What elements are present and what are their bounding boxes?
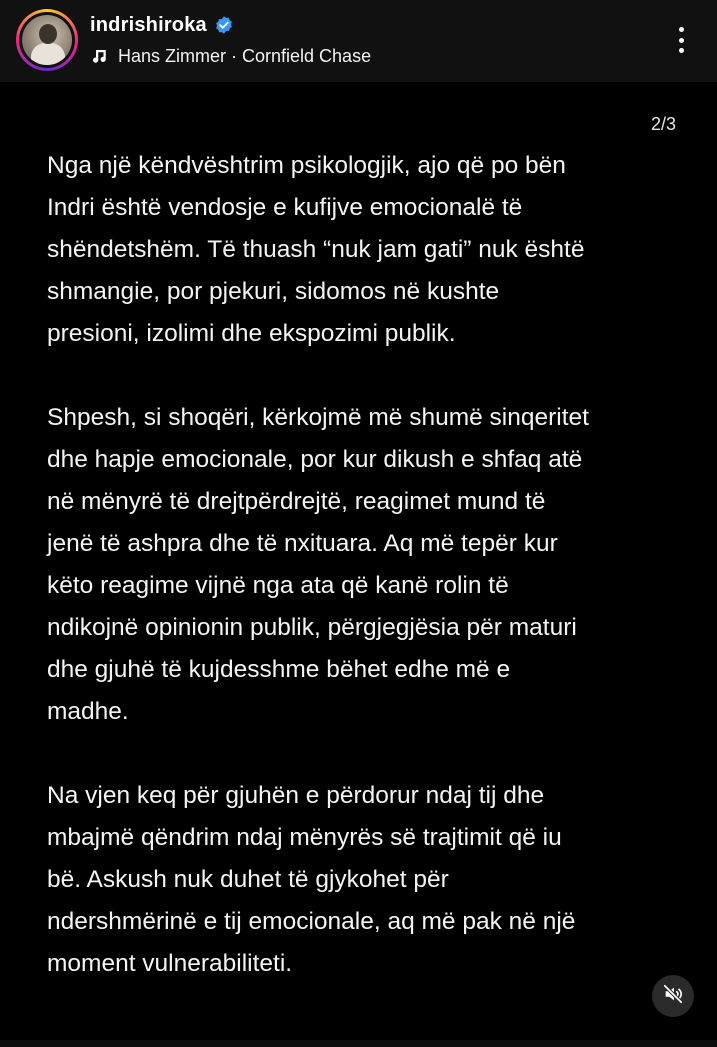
verified-badge-icon bbox=[214, 15, 234, 35]
music-track: Cornfield Chase bbox=[242, 45, 372, 66]
username-row bbox=[90, 10, 234, 40]
mute-button[interactable] bbox=[652, 975, 694, 1017]
slide-counter: 2/3 bbox=[650, 114, 676, 134]
avatar[interactable] bbox=[16, 9, 78, 71]
post-header bbox=[0, 0, 717, 82]
post-paragraph-2: Shpesh, si shoqëri, kërkojmë më shumë sinqeritet dhe hapje emocionale, por kur dikush e shfaq atë në mënyrë të drejtpërdrejtë, reagimet mund të jenë të ashpra dhe të nxituara. Aq më tepër kur këto reagime vijnë nga ata që kanë rolin të ndikojnë opinionin publik, përgjegjësia për maturi dhe gjuhë të kujdesshme bëhet edhe më e madhe. bbox=[47, 404, 589, 725]
more-vertical-icon[interactable] bbox=[668, 24, 694, 56]
speaker-muted-icon bbox=[662, 983, 684, 1010]
post-paragraph-3: Na vjen keq për gjuhën e përdorur ndaj tij dhe mbajmë qëndrim ndaj mënyrës së trajtimit që iu bë. Askush nuk duhet të gjykohet për ndershmërinë e tij emocionale, aq më pak në një moment vulnerabiliteti. bbox=[47, 782, 576, 977]
music-artist: Hans Zimmer bbox=[118, 45, 227, 66]
bottom-bar bbox=[0, 1040, 717, 1047]
username[interactable]: indrishiroka bbox=[90, 13, 207, 36]
avatar-photo bbox=[22, 15, 72, 65]
music-note-icon bbox=[90, 47, 108, 65]
music-info[interactable] bbox=[90, 43, 371, 69]
post-text bbox=[47, 145, 687, 1027]
music-separator: · bbox=[231, 45, 238, 66]
post-paragraph-1: Nga një këndvështrim psikologjik, ajo që po bën Indri është vendosje e kufijve emocionalë të shëndetshëm. Të thuash “nuk jam gati” nuk është shmangie, por pjekuri, sidomos në kushte presioni, izolimi dhe ekspozimi publik. bbox=[47, 152, 585, 347]
